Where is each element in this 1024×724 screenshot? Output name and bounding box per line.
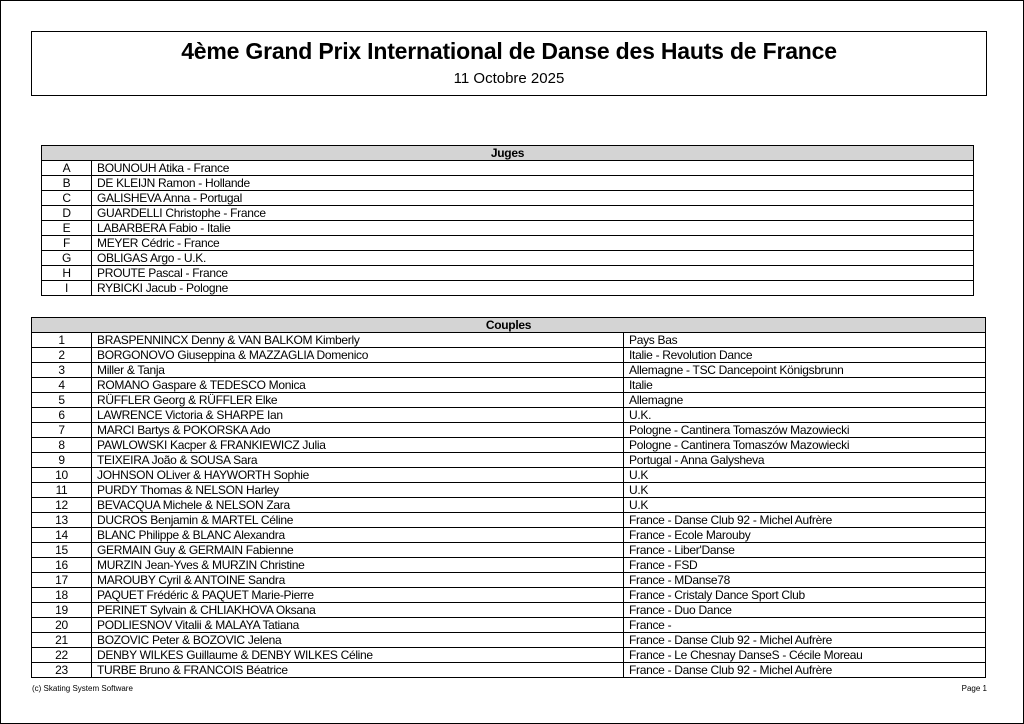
- couple-row: [32, 528, 986, 543]
- couple-row: [32, 633, 986, 648]
- couple-names: PURDY Thomas & NELSON Harley: [92, 483, 624, 498]
- couple-names: BLANC Philippe & BLANC Alexandra: [92, 528, 624, 543]
- couple-row: [32, 393, 986, 408]
- couple-names: BOZOVIC Peter & BOZOVIC Jelena: [92, 633, 624, 648]
- couple-row: [32, 453, 986, 468]
- couple-club: France - Danse Club 92 - Michel Aufrère: [624, 633, 986, 648]
- judges-heading: Juges: [42, 146, 974, 161]
- couple-number: 6: [32, 408, 92, 423]
- judge-letter: C: [42, 191, 92, 206]
- couple-number: 12: [32, 498, 92, 513]
- couple-names: ROMANO Gaspare & TEDESCO Monica: [92, 378, 624, 393]
- couple-row: [32, 438, 986, 453]
- judge-row: [42, 191, 974, 206]
- couple-number: 13: [32, 513, 92, 528]
- couple-number: 1: [32, 333, 92, 348]
- couple-row: [32, 333, 986, 348]
- judge-row: [42, 176, 974, 191]
- couple-row: [32, 378, 986, 393]
- couple-club: Pologne - Cantinera Tomaszów Mazowiecki: [624, 423, 986, 438]
- couple-club: U.K: [624, 468, 986, 483]
- couple-number: 11: [32, 483, 92, 498]
- couple-names: BEVACQUA Michele & NELSON Zara: [92, 498, 624, 513]
- couple-number: 17: [32, 573, 92, 588]
- couple-number: 19: [32, 603, 92, 618]
- couple-club: Portugal - Anna Galysheva: [624, 453, 986, 468]
- judge-letter: D: [42, 206, 92, 221]
- couple-club: France - Danse Club 92 - Michel Aufrère: [624, 663, 986, 678]
- couple-club: France - MDanse78: [624, 573, 986, 588]
- judge-letter: H: [42, 266, 92, 281]
- couple-number: 8: [32, 438, 92, 453]
- couple-club: Italie: [624, 378, 986, 393]
- couple-names: PAQUET Frédéric & PAQUET Marie-Pierre: [92, 588, 624, 603]
- couple-names: RÜFFLER Georg & RÜFFLER Elke: [92, 393, 624, 408]
- couple-names: PERINET Sylvain & CHLIAKHOVA Oksana: [92, 603, 624, 618]
- couple-row: [32, 543, 986, 558]
- judge-name: OBLIGAS Argo - U.K.: [92, 251, 974, 266]
- judge-name: BOUNOUH Atika - France: [92, 161, 974, 176]
- couple-number: 22: [32, 648, 92, 663]
- couple-club: Allemagne: [624, 393, 986, 408]
- judge-name: MEYER Cédric - France: [92, 236, 974, 251]
- couples-table: [31, 317, 986, 678]
- couple-names: Miller & Tanja: [92, 363, 624, 378]
- judge-row: [42, 206, 974, 221]
- couple-names: PODLIESNOV Vitalii & MALAYA Tatiana: [92, 618, 624, 633]
- couple-row: [32, 513, 986, 528]
- couple-names: DENBY WILKES Guillaume & DENBY WILKES Céline: [92, 648, 624, 663]
- couple-names: DUCROS Benjamin & MARTEL Céline: [92, 513, 624, 528]
- couple-club: France - Danse Club 92 - Michel Aufrère: [624, 513, 986, 528]
- couple-number: 5: [32, 393, 92, 408]
- couple-number: 16: [32, 558, 92, 573]
- couple-row: [32, 423, 986, 438]
- judge-letter: E: [42, 221, 92, 236]
- couple-club: U.K.: [624, 408, 986, 423]
- couple-row: [32, 558, 986, 573]
- judge-letter: A: [42, 161, 92, 176]
- event-title: 4ème Grand Prix International de Danse des Hauts de France: [181, 38, 837, 64]
- couple-row: [32, 573, 986, 588]
- couple-names: GERMAIN Guy & GERMAIN Fabienne: [92, 543, 624, 558]
- couple-names: TURBE Bruno & FRANCOIS Béatrice: [92, 663, 624, 678]
- couple-number: 21: [32, 633, 92, 648]
- couple-row: [32, 483, 986, 498]
- couple-names: BORGONOVO Giuseppina & MAZZAGLIA Domenico: [92, 348, 624, 363]
- couple-names: MURZIN Jean-Yves & MURZIN Christine: [92, 558, 624, 573]
- judge-name: LABARBERA Fabio - Italie: [92, 221, 974, 236]
- couple-row: [32, 363, 986, 378]
- couple-club: France - Ecole Marouby: [624, 528, 986, 543]
- couples-heading: Couples: [32, 318, 986, 333]
- couple-club: France - Liber'Danse: [624, 543, 986, 558]
- couple-row: [32, 408, 986, 423]
- couple-names: MAROUBY Cyril & ANTOINE Sandra: [92, 573, 624, 588]
- couple-club: Italie - Revolution Dance: [624, 348, 986, 363]
- couple-number: 23: [32, 663, 92, 678]
- couple-club: France - Le Chesnay DanseS - Cécile Moreau: [624, 648, 986, 663]
- couple-club: Pologne - Cantinera Tomaszów Mazowiecki: [624, 438, 986, 453]
- couple-row: [32, 588, 986, 603]
- couple-club: Pays Bas: [624, 333, 986, 348]
- couple-row: [32, 468, 986, 483]
- judge-name: DE KLEIJN Ramon - Hollande: [92, 176, 974, 191]
- judge-letter: B: [42, 176, 92, 191]
- judge-row: [42, 266, 974, 281]
- couple-club: U.K: [624, 498, 986, 513]
- couple-club: France - FSD: [624, 558, 986, 573]
- couple-number: 7: [32, 423, 92, 438]
- couple-number: 18: [32, 588, 92, 603]
- judge-row: [42, 161, 974, 176]
- judge-letter: G: [42, 251, 92, 266]
- couple-row: [32, 498, 986, 513]
- couple-row: [32, 663, 986, 678]
- couple-number: 14: [32, 528, 92, 543]
- couple-club: U.K: [624, 483, 986, 498]
- couple-names: JOHNSON OLiver & HAYWORTH Sophie: [92, 468, 624, 483]
- couple-row: [32, 648, 986, 663]
- judge-name: GALISHEVA Anna - Portugal: [92, 191, 974, 206]
- couple-row: [32, 603, 986, 618]
- couple-row: [32, 618, 986, 633]
- couple-number: 4: [32, 378, 92, 393]
- couple-number: 15: [32, 543, 92, 558]
- judge-row: [42, 251, 974, 266]
- couple-number: 10: [32, 468, 92, 483]
- judge-name: PROUTE Pascal - France: [92, 266, 974, 281]
- footer-copyright: (c) Skating System Software: [32, 684, 133, 693]
- couple-club: Allemagne - TSC Dancepoint Königsbrunn: [624, 363, 986, 378]
- couple-club: France - Cristaly Dance Sport Club: [624, 588, 986, 603]
- couple-club: France -: [624, 618, 986, 633]
- judge-letter: F: [42, 236, 92, 251]
- judge-row: [42, 236, 974, 251]
- couple-names: TEIXEIRA João & SOUSA Sara: [92, 453, 624, 468]
- couple-names: LAWRENCE Victoria & SHARPE Ian: [92, 408, 624, 423]
- couple-number: 20: [32, 618, 92, 633]
- event-date: 11 Octobre 2025: [453, 70, 565, 87]
- judge-row: [42, 221, 974, 236]
- couple-names: BRASPENNINCX Denny & VAN BALKOM Kimberly: [92, 333, 624, 348]
- couple-row: [32, 348, 986, 363]
- judge-letter: I: [42, 281, 92, 296]
- couple-names: PAWLOWSKI Kacper & FRANKIEWICZ Julia: [92, 438, 624, 453]
- couple-number: 2: [32, 348, 92, 363]
- couple-club: France - Duo Dance: [624, 603, 986, 618]
- title-box: [31, 31, 987, 96]
- judges-table: [41, 145, 974, 296]
- judge-name: RYBICKI Jacub - Pologne: [92, 281, 974, 296]
- couple-number: 9: [32, 453, 92, 468]
- judge-name: GUARDELLI Christophe - France: [92, 206, 974, 221]
- footer-page-number: Page 1: [961, 684, 987, 693]
- couple-number: 3: [32, 363, 92, 378]
- couple-names: MARCI Bartys & POKORSKA Ado: [92, 423, 624, 438]
- judge-row: [42, 281, 974, 296]
